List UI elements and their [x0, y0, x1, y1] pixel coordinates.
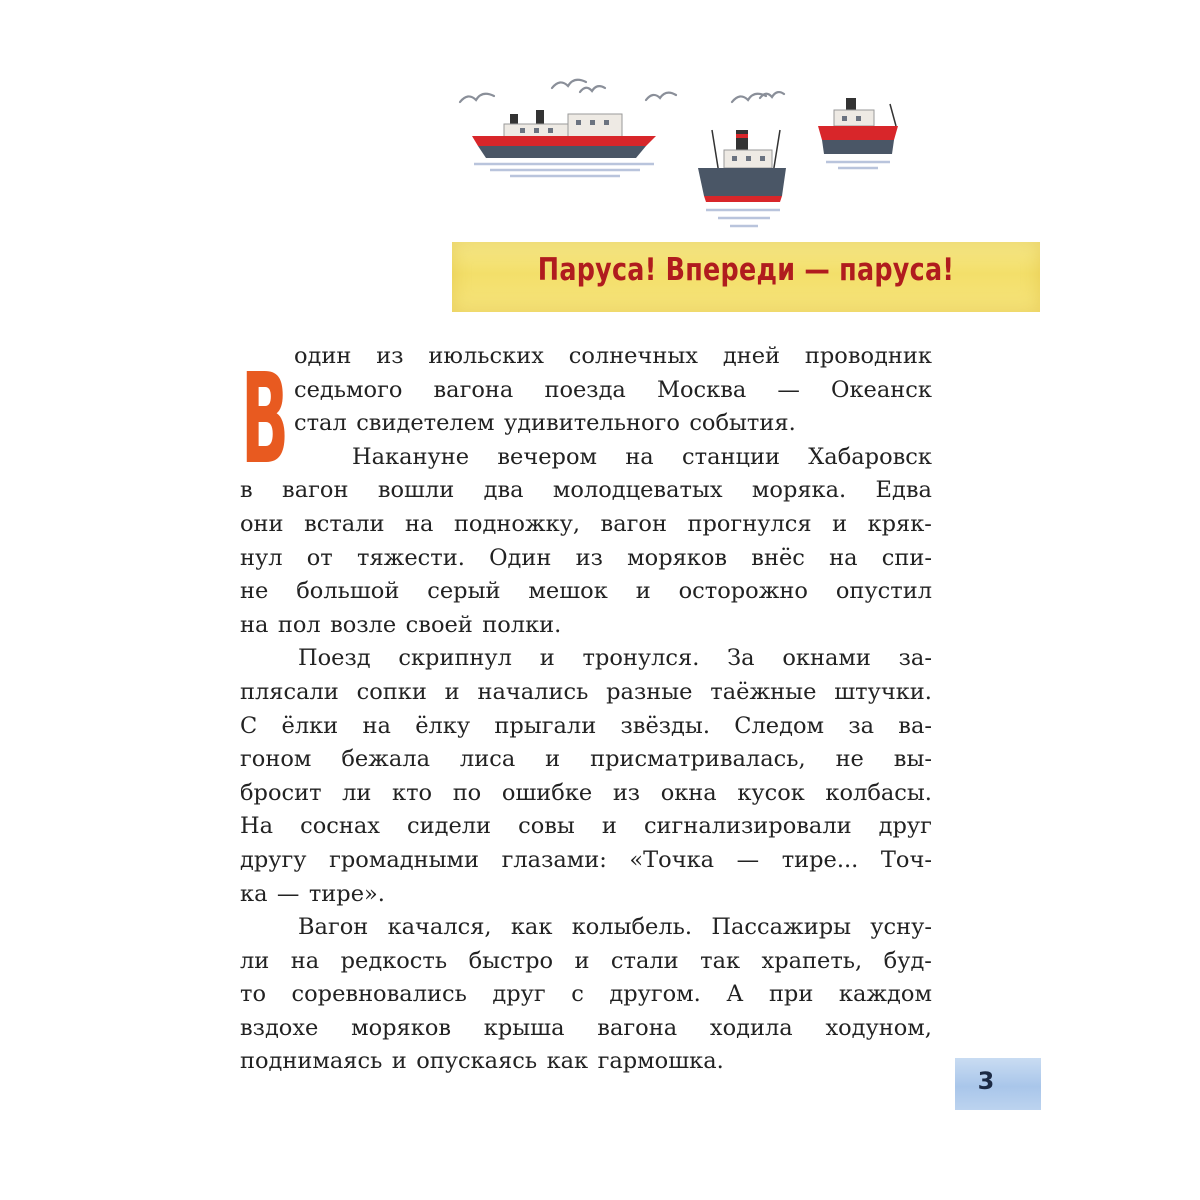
seagull-icon — [460, 80, 784, 102]
word: ли — [342, 779, 372, 806]
text-line — [240, 978, 932, 1012]
text-line — [240, 340, 932, 374]
word: вы- — [893, 746, 932, 773]
text-line — [240, 441, 932, 475]
word: на — [240, 611, 269, 638]
word: совы — [518, 813, 575, 840]
word: таёжные — [710, 678, 817, 705]
text-line — [240, 676, 932, 710]
word: вздохе — [240, 1014, 319, 1041]
word: усну- — [870, 914, 932, 941]
text-line — [240, 945, 932, 979]
word: «Точка — [629, 846, 715, 873]
word: они — [240, 510, 284, 537]
word: тире... — [781, 846, 859, 873]
word: на — [290, 947, 320, 974]
word: вагона — [433, 376, 514, 403]
word: внёс — [751, 544, 805, 571]
text-line — [240, 474, 932, 508]
word: ли — [240, 947, 270, 974]
body-text — [240, 340, 932, 1079]
word: возле — [330, 611, 397, 638]
word: седьмого — [294, 376, 403, 403]
word: — — [777, 376, 800, 403]
word: тире». — [308, 880, 385, 907]
word: присматривалась, — [590, 746, 806, 773]
word: июльских — [428, 343, 544, 369]
word: Следом — [734, 712, 825, 739]
word: сидели — [407, 813, 492, 840]
word: Точ- — [880, 846, 932, 873]
word: ёлки — [281, 712, 339, 739]
word: события. — [689, 410, 796, 437]
word: осторожно — [678, 578, 808, 605]
word: на — [625, 443, 654, 470]
paragraph — [240, 911, 932, 1079]
word: другом. — [609, 981, 701, 1008]
word: на — [362, 712, 391, 739]
word: громадными — [329, 846, 480, 873]
word: — — [736, 846, 760, 873]
word: окна — [660, 779, 717, 806]
word: на — [829, 544, 858, 571]
word: дней — [722, 343, 781, 369]
text-line — [240, 710, 932, 744]
word: каждом — [838, 981, 932, 1008]
page-number-badge — [955, 1058, 1041, 1110]
word: Океанск — [831, 376, 932, 403]
word: скрипнул — [398, 645, 512, 672]
word: прыгали — [494, 712, 597, 739]
word: друг — [492, 981, 546, 1008]
word: бежала — [341, 746, 430, 773]
word: станции — [682, 443, 780, 470]
word: тронулся. — [582, 645, 700, 672]
paragraph — [240, 441, 932, 643]
word: плясали — [240, 678, 339, 705]
word: Вагон — [298, 914, 369, 941]
ships-illustration — [450, 70, 910, 230]
word: лиса — [459, 746, 516, 773]
word: так — [700, 947, 741, 974]
word: кусок — [737, 779, 805, 806]
word: Один — [489, 544, 552, 571]
page-number: 3 — [977, 1067, 995, 1095]
word: На — [240, 813, 274, 840]
word: удивительного — [503, 410, 680, 437]
paragraph — [240, 340, 932, 441]
text-line — [240, 911, 932, 945]
word: ошибке — [501, 779, 593, 806]
text-line — [240, 777, 932, 811]
word: полки. — [482, 611, 562, 638]
word: за- — [898, 645, 932, 672]
word: качался, — [387, 914, 492, 941]
word: серый — [427, 578, 501, 605]
word: соснах — [300, 813, 380, 840]
text-line — [240, 407, 932, 441]
text-line — [240, 878, 932, 912]
word: колыбель. — [571, 914, 693, 941]
text-line — [240, 1012, 932, 1046]
word: нул — [240, 544, 283, 571]
ship-icon — [818, 98, 898, 168]
word: спи- — [881, 544, 932, 571]
word: начались — [477, 678, 589, 705]
word: с — [571, 981, 584, 1008]
text-line — [240, 575, 932, 609]
word: как — [546, 1048, 589, 1075]
word: и — [635, 578, 651, 605]
word: вагон — [282, 477, 349, 504]
word: моряков — [351, 1014, 452, 1041]
text-line — [240, 609, 932, 643]
word: ходуном, — [825, 1014, 932, 1041]
word: — — [276, 880, 300, 907]
word: звёзды. — [620, 712, 710, 739]
word: свидетелем — [356, 410, 495, 437]
word: окнами — [782, 645, 871, 672]
word: пол — [277, 611, 321, 638]
word: и — [444, 678, 460, 705]
word: кто — [392, 779, 433, 806]
word: молодцеватых — [552, 477, 723, 504]
text-line — [240, 542, 932, 576]
word: вагона — [597, 1014, 678, 1041]
word: быстро — [468, 947, 554, 974]
word: Поезд — [298, 645, 371, 672]
word: солнечных — [568, 343, 698, 369]
chapter-title-banner — [452, 242, 1040, 312]
word: как — [510, 914, 553, 941]
word: один — [294, 343, 352, 369]
word: За — [727, 645, 755, 672]
word: по — [452, 779, 482, 806]
word: встали — [304, 510, 385, 537]
text-line — [240, 1045, 932, 1079]
text-line — [240, 642, 932, 676]
word: штучки. — [834, 678, 932, 705]
word: сопки — [356, 678, 427, 705]
word: при — [768, 981, 814, 1008]
word: подножку, — [453, 510, 581, 537]
word: храпеть, — [761, 947, 863, 974]
word: проводник — [804, 343, 932, 369]
word: гармошка. — [597, 1048, 724, 1075]
word: и — [539, 645, 555, 672]
text-line — [240, 743, 932, 777]
word: из — [612, 779, 641, 806]
word: поезда — [544, 376, 626, 403]
word: Москва — [656, 376, 747, 403]
word: ёлку — [415, 712, 471, 739]
word: и — [601, 813, 617, 840]
word: поднимаясь — [240, 1048, 383, 1075]
word: вечером — [497, 443, 597, 470]
word: глазами: — [501, 846, 607, 873]
word: из — [376, 343, 404, 369]
word: Пассажиры — [711, 914, 852, 941]
word: стали — [610, 947, 679, 974]
word: мешок — [528, 578, 608, 605]
word: друг — [878, 813, 932, 840]
ship-icon — [472, 110, 656, 176]
word: ходила — [709, 1014, 793, 1041]
word: и — [391, 1048, 407, 1075]
word: гоном — [240, 746, 312, 773]
word: опустил — [835, 578, 932, 605]
word: и — [574, 947, 590, 974]
word: ка — [240, 880, 268, 907]
word: на — [405, 510, 434, 537]
paragraph — [240, 642, 932, 911]
word: и — [545, 746, 561, 773]
chapter-title: Паруса! Впереди — паруса! — [537, 252, 955, 288]
word: редкость — [340, 947, 448, 974]
word: буд- — [883, 947, 932, 974]
text-line — [240, 508, 932, 542]
word: соревновались — [291, 981, 467, 1008]
word: А — [726, 981, 744, 1008]
word: своей — [405, 611, 473, 638]
word: Хабаровск — [808, 443, 932, 470]
word: моряков — [627, 544, 728, 571]
text-line — [240, 810, 932, 844]
word: другу — [240, 846, 307, 873]
word: Накануне — [352, 443, 470, 470]
word: и — [832, 510, 848, 537]
word: большой — [296, 578, 400, 605]
word: Едва — [875, 477, 932, 504]
word: в — [240, 477, 253, 504]
word: не — [240, 578, 269, 605]
word: из — [575, 544, 603, 571]
ship-icon — [698, 130, 786, 226]
word: бросит — [240, 779, 322, 806]
word: за — [848, 712, 874, 739]
word: от — [306, 544, 333, 571]
svg-text:В: В — [241, 348, 289, 470]
word: моряка. — [751, 477, 847, 504]
word: ва- — [898, 712, 932, 739]
word: стал — [294, 410, 347, 437]
word: не — [835, 746, 864, 773]
word: два — [483, 477, 524, 504]
word: опускаясь — [416, 1048, 538, 1075]
word: крыша — [483, 1014, 565, 1041]
word: вагон — [600, 510, 667, 537]
word: С — [240, 712, 258, 739]
word: тяжести. — [357, 544, 465, 571]
text-line — [240, 844, 932, 878]
word: сигнализировали — [643, 813, 852, 840]
word: то — [240, 981, 266, 1008]
word: кряк- — [867, 510, 932, 537]
word: разные — [606, 678, 693, 705]
text-line — [240, 374, 932, 408]
word: вошли — [377, 477, 455, 504]
word: прогнулся — [687, 510, 812, 537]
word: колбасы. — [825, 779, 932, 806]
